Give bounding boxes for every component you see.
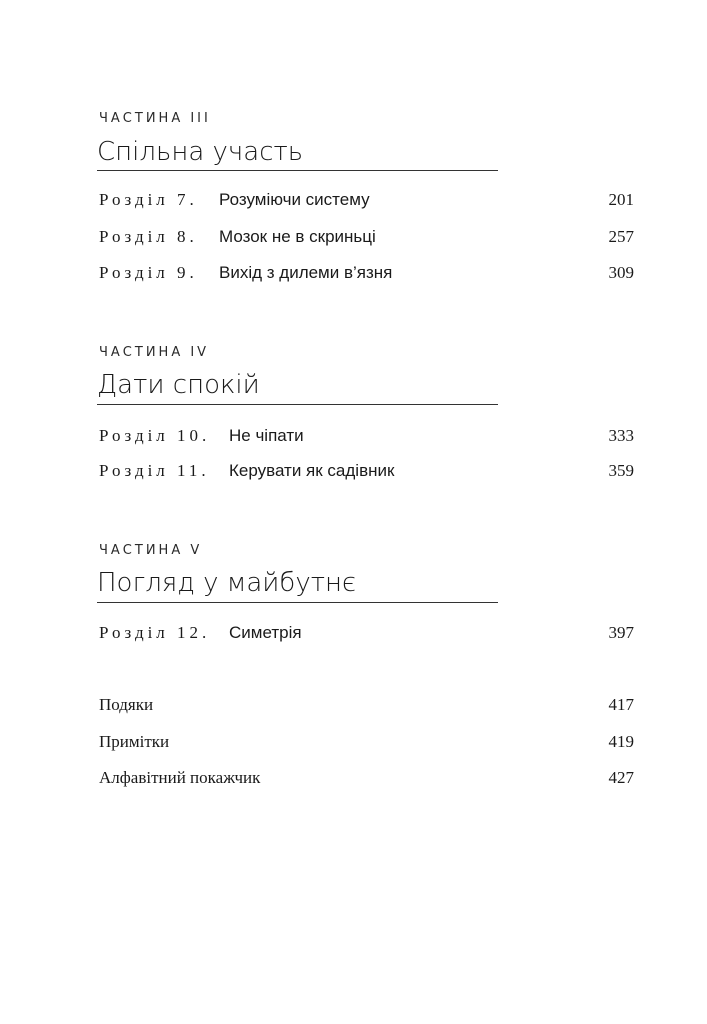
chapter-title: Вихід з дилеми в’язня <box>219 263 393 282</box>
toc-entry[interactable] <box>99 622 634 644</box>
chapter-number: Розділ 12. <box>99 623 211 642</box>
toc-entry[interactable] <box>99 226 634 248</box>
page-number: 427 <box>608 768 634 787</box>
page-number: 201 <box>608 190 634 209</box>
back-matter-title: Подяки <box>99 695 154 714</box>
chapter-title: Керувати як садівник <box>229 461 395 480</box>
page-number: 397 <box>608 623 634 642</box>
page-number: 257 <box>608 227 634 246</box>
part-divider <box>97 404 498 405</box>
toc-entry-back-matter[interactable] <box>99 767 634 789</box>
chapter-title: Розуміючи систему <box>219 190 370 209</box>
part-divider <box>97 602 498 603</box>
chapter-number: Розділ 10. <box>99 426 211 445</box>
part-divider <box>97 170 498 171</box>
toc-entry[interactable] <box>99 460 634 482</box>
chapter-title: Мозок не в скриньці <box>219 227 376 246</box>
page-number: 333 <box>608 426 634 445</box>
chapter-number: Розділ 11. <box>99 461 210 480</box>
toc-entry[interactable] <box>99 262 634 284</box>
page-number: 309 <box>608 263 634 282</box>
part-label: ЧАСТИНА IV <box>99 345 210 360</box>
chapter-number: Розділ 9. <box>99 263 198 282</box>
toc-entry-back-matter[interactable] <box>99 731 634 753</box>
part-label: ЧАСТИНА III <box>99 111 211 126</box>
part-title: Спільна участь <box>97 137 304 167</box>
toc-entry[interactable] <box>99 425 634 447</box>
part-title: Дати спокій <box>97 370 260 400</box>
chapter-title: Не чіпати <box>229 426 304 445</box>
chapter-number: Розділ 7. <box>99 190 198 209</box>
page-number: 419 <box>608 732 634 751</box>
toc-entry-back-matter[interactable] <box>99 694 634 716</box>
page-number: 417 <box>608 695 634 714</box>
chapter-title: Симетрія <box>229 623 302 642</box>
back-matter-title: Примітки <box>99 732 170 751</box>
part-title: Погляд у майбутнє <box>97 568 357 598</box>
part-label: ЧАСТИНА V <box>99 543 203 558</box>
back-matter-title: Алфавітний покажчик <box>99 768 261 787</box>
page-number: 359 <box>608 461 634 480</box>
toc-entry[interactable] <box>99 189 634 211</box>
chapter-number: Розділ 8. <box>99 227 198 246</box>
